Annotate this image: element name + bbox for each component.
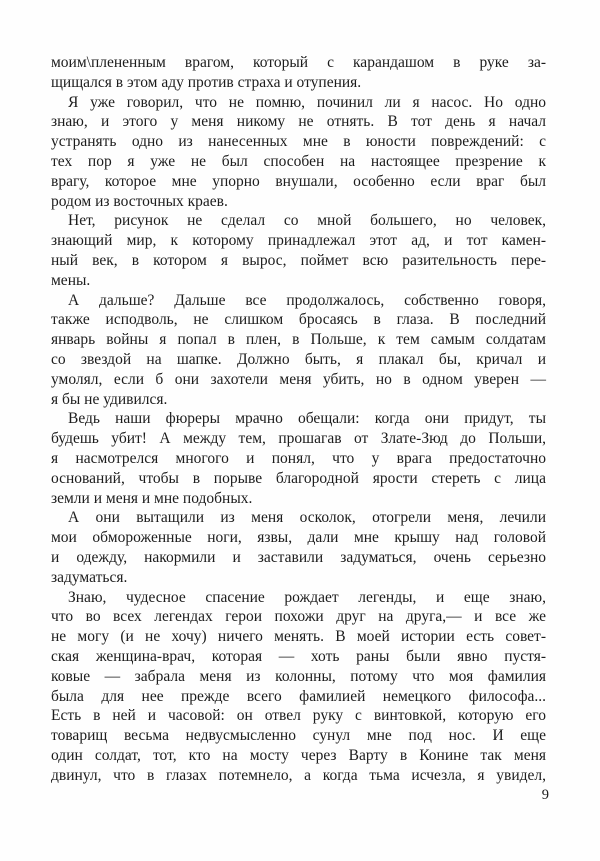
text-line: земли и меня и мне подобных. <box>51 489 253 507</box>
text-line: январь войны я попал в плен, в Польше, к тем самым солдатам <box>51 331 546 349</box>
text-line: оснований, чтобы в порыве благородной ярости стереть с лица <box>51 469 546 487</box>
text-line: мены. <box>51 271 91 289</box>
text-line: что во всех легендах герои похожи друг на друга,— и все же <box>51 608 546 626</box>
text-line: родом из восточных краев. <box>51 192 228 210</box>
text-line: один солдат, тот, кто на мосту через Варту в Конине так меня <box>51 746 546 764</box>
text-line: была для нее прежде всего фамилией немецкого философа... <box>51 687 546 705</box>
text-line: ковые — забрала меня из колонны, потому что моя фамилия <box>51 667 546 685</box>
text-line: знающий мир, к которому принадлежал этот ад, и тот камен- <box>51 232 546 250</box>
text-line: Ведь наши фюреры мрачно обещали: когда они придут, ты <box>68 410 546 428</box>
text-line: не могу (и не хочу) ничего менять. В моей истории есть совет- <box>51 628 546 646</box>
text-line: будешь убит! А между тем, прошагав от Злате-Зюд до Польши, <box>51 430 546 448</box>
text-line: врагу, которое мне упорно внушали, особенно если враг был <box>51 172 546 190</box>
text-line: со звездой на шапке. Должно быть, я плакал бы, кричал и <box>51 350 546 368</box>
text-line: также исподволь, не слишком бросаясь в глаза. В последний <box>51 311 546 329</box>
text-line: Нет, рисунок не сделал со мной большего, но человек, <box>68 212 546 230</box>
text-line: Знаю, чудесное спасение рождает легенды, и еще знаю, <box>68 588 546 606</box>
text-line: двинул, что в глазах потемнело, а когда тьма исчезла, я увидел, <box>51 766 546 784</box>
text-line: щищался в этом аду против страха и отупения. <box>51 73 362 91</box>
text-line: задуматься. <box>51 568 128 586</box>
text-line: А они вытащили из меня осколок, отогрели меня, лечили <box>68 509 546 527</box>
text-line: Есть в ней и часовой: он отвел руку с винтовкой, которую его <box>51 707 546 725</box>
text-block <box>51 53 546 785</box>
text-line: устранять одно из нанесенных мне в юности повреждений: с <box>51 133 546 151</box>
text-line: я бы не удивился. <box>51 390 168 408</box>
text-line: товарищ весьма недвусмысленно сунул мне под нос. И еще <box>51 727 546 745</box>
text-line: А дальше? Дальше все продолжалось, собственно говоря, <box>68 291 546 309</box>
text-line: умолял, если б они захотели меня убить, но в одном уверен — <box>51 370 546 388</box>
page-number: 9 <box>541 787 549 803</box>
text-line: моим\плененным врагом, который с карандашом в руке за- <box>51 54 546 71</box>
text-line: знаю, и этого у меня никому не отнять. В тот день я начал <box>51 113 546 131</box>
text-line: ская женщина-врач, которая — хоть раны были явно пустя- <box>51 647 546 665</box>
text-line: мои обмороженные ноги, язвы, дали мне крышу над головой <box>51 529 546 547</box>
text-line: я насмотрелся многого и понял, что у врага предостаточно <box>51 449 546 467</box>
text-line: Я уже говорил, что не помню, починил ли я насос. Но одно <box>68 93 546 111</box>
text-line: тех пор я уже не был способен на настоящее презрение к <box>51 152 546 170</box>
text-line: и одежду, накормили и заставили задуматься, очень серьезно <box>51 548 546 566</box>
text-line: ный век, в котором я вырос, поймет всю разительность пере- <box>51 251 546 269</box>
